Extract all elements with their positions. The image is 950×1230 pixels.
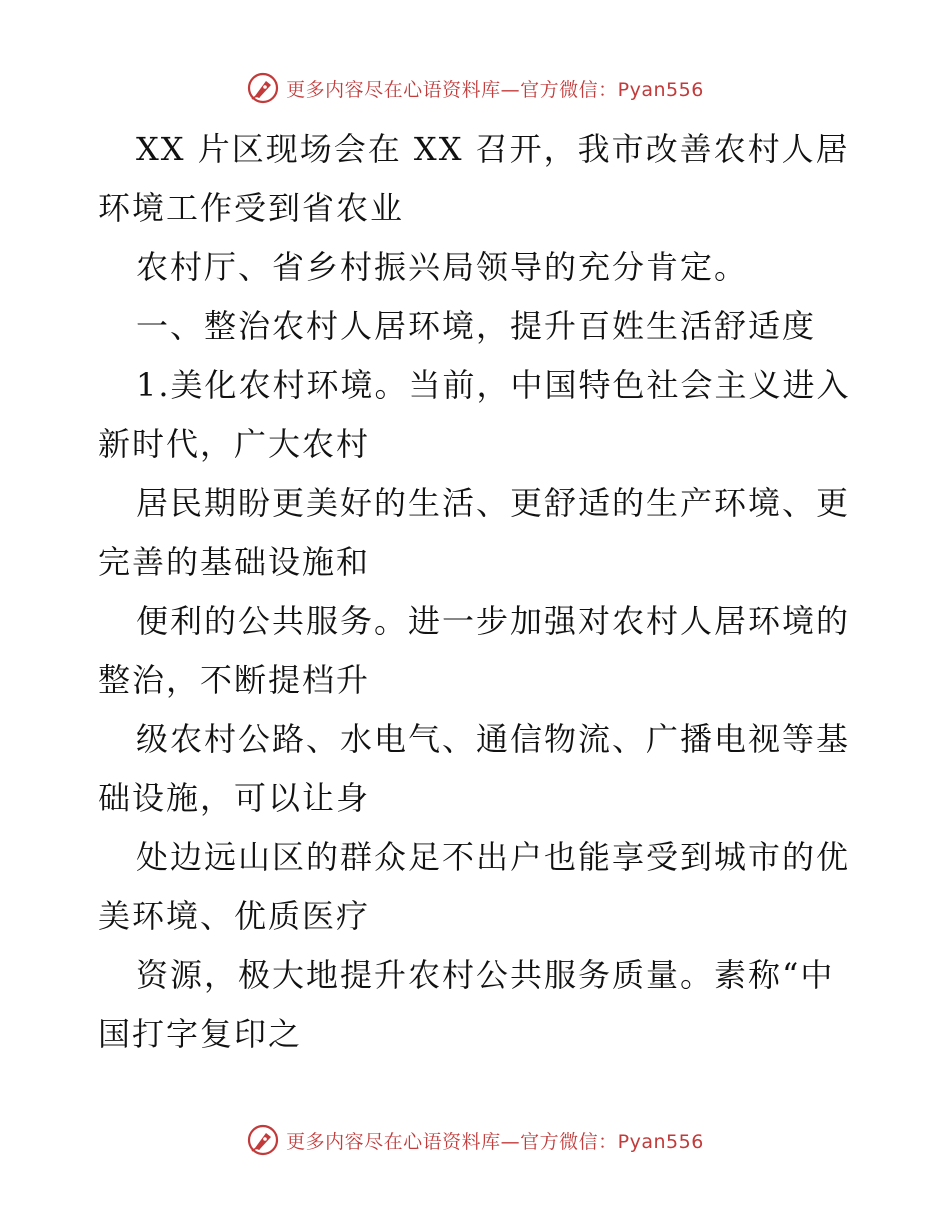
paragraph-4: 居民期盼更美好的生活、更舒适的生产环境、更完善的基础设施和 <box>98 484 851 581</box>
footer-watermark <box>0 1120 950 1160</box>
pen-nib-circle-icon <box>246 71 280 105</box>
watermark-text: 更多内容尽在心语资料库—官方微信：Pyan556 <box>286 1130 704 1153</box>
paragraph-2: 农村厅、省乡村振兴局领导的充分肯定。 <box>136 248 749 286</box>
paragraph-7: 处边远山区的群众足不出户也能享受到城市的优美环境、优质医疗 <box>98 838 851 935</box>
paragraph-1: XX 片区现场会在 XX 召开，我市改善农村人居环境工作受到省农业 <box>98 130 850 227</box>
header-watermark <box>0 68 950 108</box>
document-body <box>98 120 858 1064</box>
paragraph-5: 便利的公共服务。进一步加强对农村人居环境的整治，不断提档升 <box>98 602 851 699</box>
section-heading: 一、整治农村人居环境，提升百姓生活舒适度 <box>136 307 817 345</box>
paragraph-3: 1.美化农村环境。当前，中国特色社会主义进入新时代，广大农村 <box>98 366 851 463</box>
paragraph-8: 资源，极大地提升农村公共服务质量。素称“中国打字复印之 <box>98 956 835 1053</box>
paragraph-6: 级农村公路、水电气、通信物流、广播电视等基础设施，可以让身 <box>98 720 851 817</box>
pen-nib-circle-icon <box>246 1123 280 1157</box>
watermark-text: 更多内容尽在心语资料库—官方微信：Pyan556 <box>286 78 704 101</box>
